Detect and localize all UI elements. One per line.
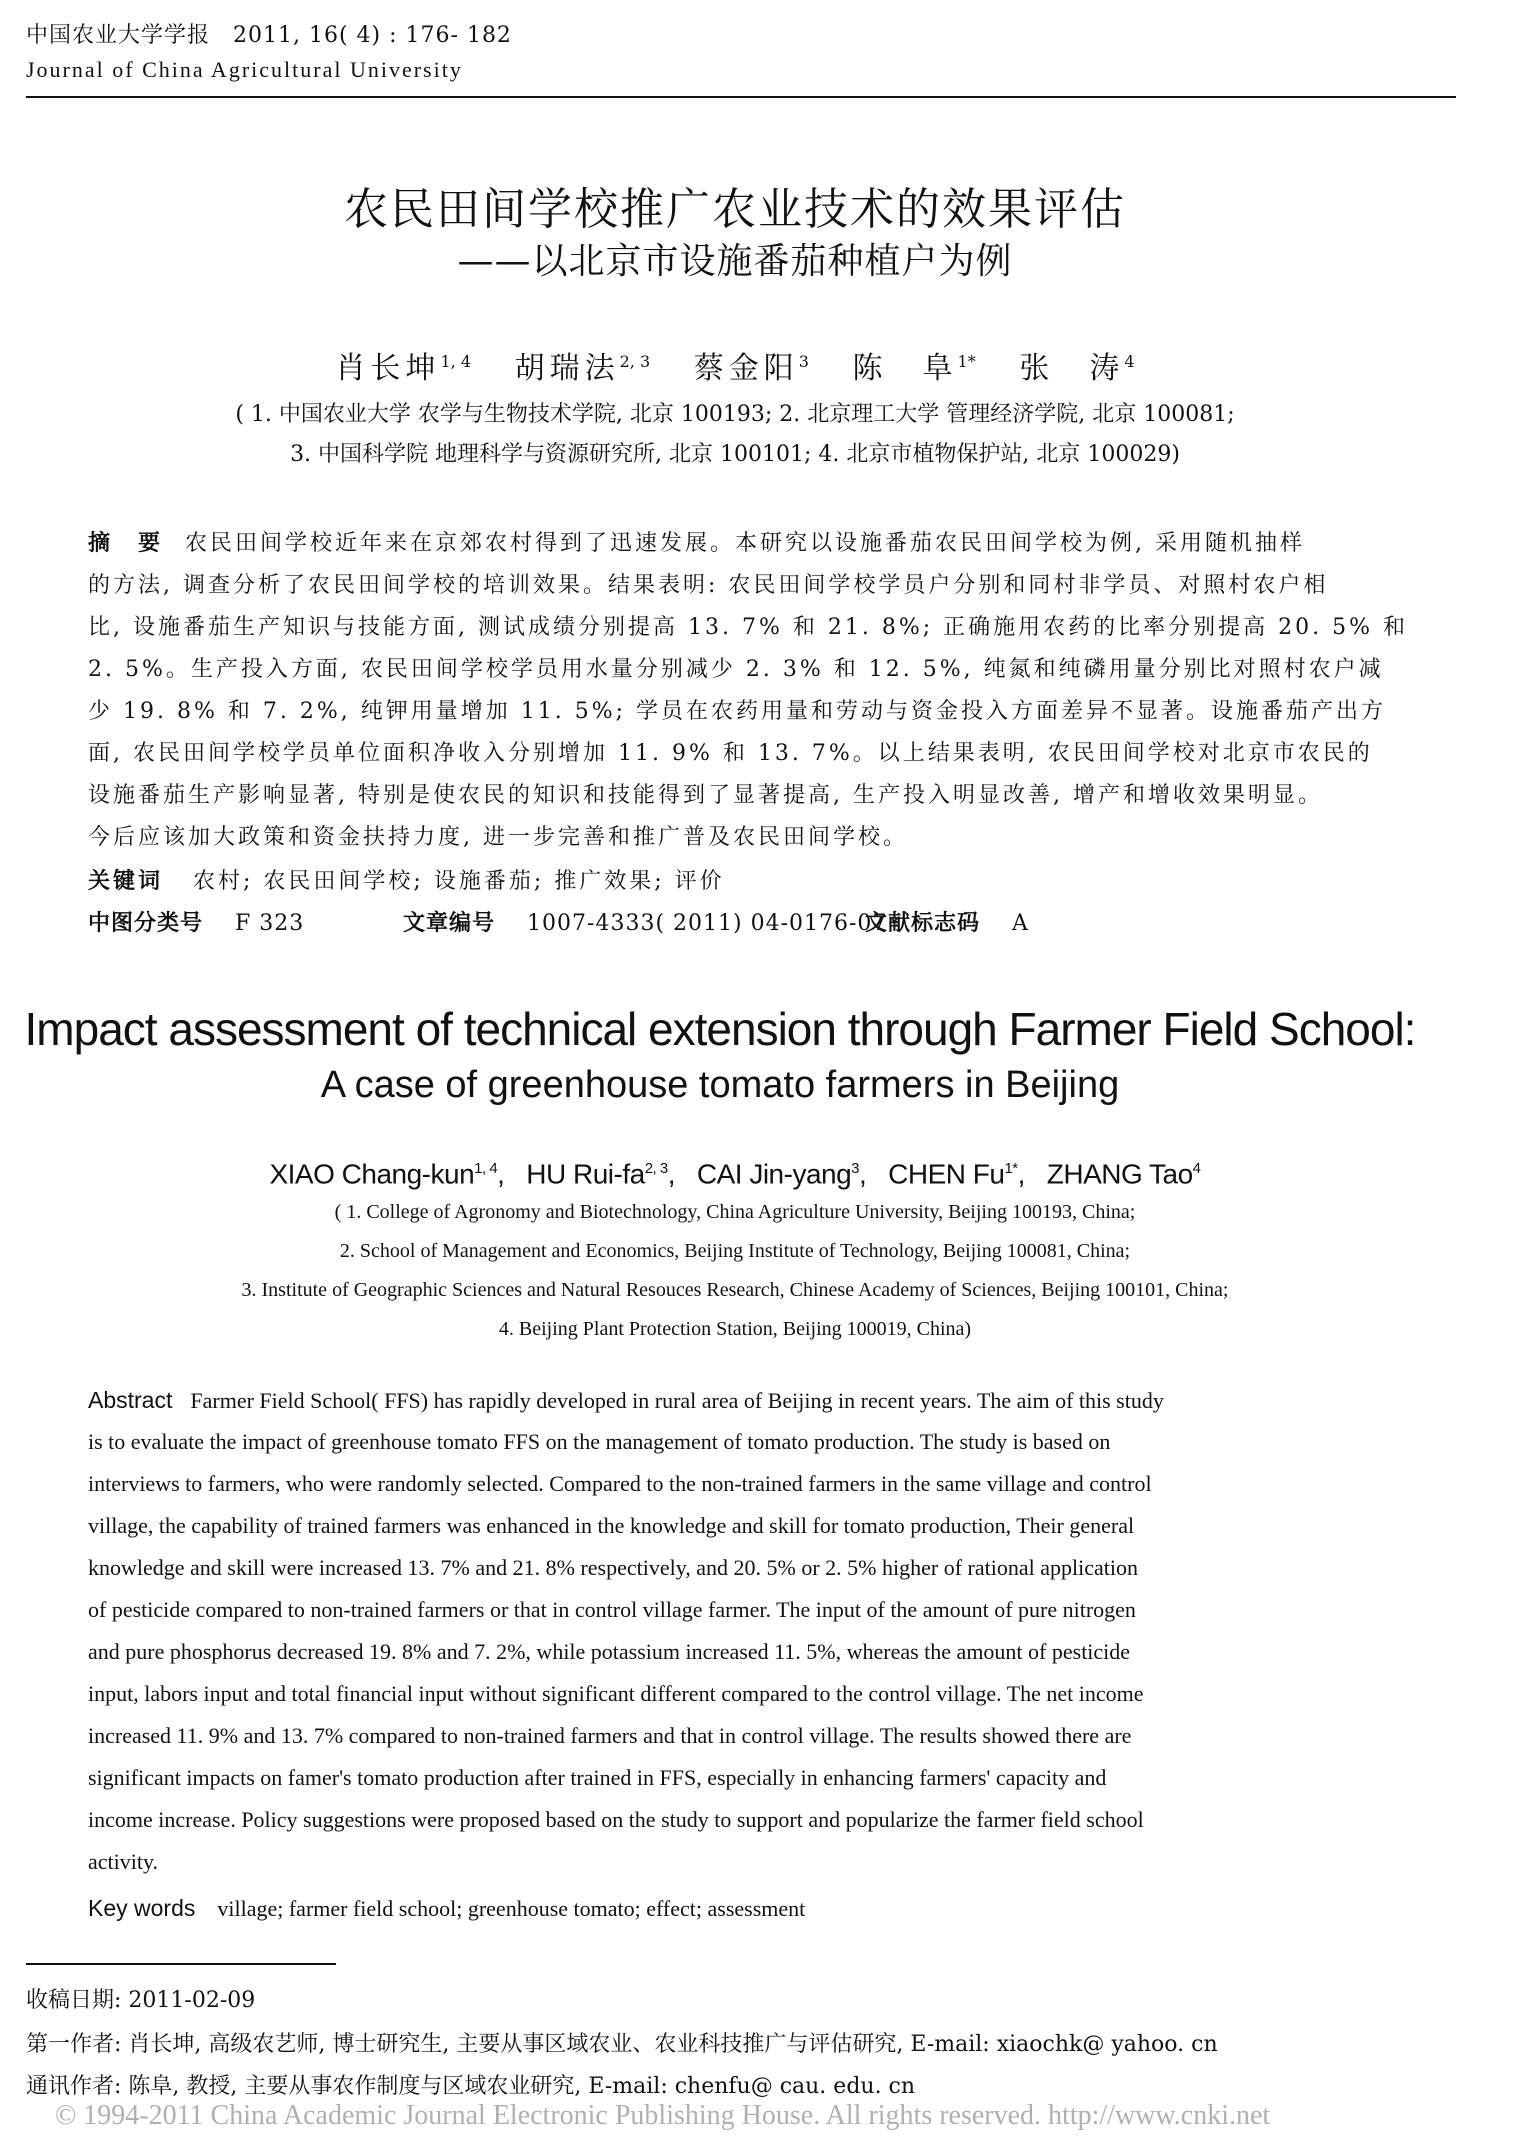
author-cn-sup: 4 <box>1124 352 1135 371</box>
article-number-value: 1007-4333( 2011) 04-0176-07 <box>527 911 888 936</box>
author-cn-sup: 3 <box>798 352 809 371</box>
abstract-en-line: knowledge and skill were increased 13. 7% and 21. 8% respectively, and 20. 5% or 2. 5% higher of rational application <box>88 1555 1138 1580</box>
affiliation-en-line: 3. Institute of Geographic Sciences and Natural Resouces Research, Chinese Academy of Sciences, Beijing 100101, China; <box>241 1279 1229 1301</box>
author-cn-sup: 2, 3 <box>619 352 651 371</box>
footnote-first-author: 第一作者: 肖长坤, 高级农艺师, 博士研究生, 主要从事区域农业、农业科技推广与评估研究, E-mail: xiaochk@ yahoo. cn <box>26 2032 1218 2057</box>
author-en: CAI Jin-yang <box>696 1158 852 1190</box>
abstract-en-line: and pure phosphorus decreased 19. 8% and 7. 2%, while potassium increased 11. 5%, whereas the amount of pesticide <box>88 1639 1131 1664</box>
abstract-cn-line: 比, 设施番茄生产知识与技能方面, 测试成绩分别提高 13. 7% 和 21. 8%; 正确施用农药的比率分别提高 20. 5% 和 <box>88 615 1408 640</box>
abstract-en <box>88 1386 1392 1886</box>
abstract-en-line: of pesticide compared to non-trained farmers or that in control village farmer. The input of the amount of pure nitrogen <box>88 1597 1136 1622</box>
abstract-en-line: increased 11. 9% and 13. 7% compared to non-trained farmers and that in control village. The results showed there are <box>88 1723 1132 1748</box>
abstract-cn-line: 农民田间学校近年来在京郊农村得到了迅速发展。本研究以设施番茄农民田间学校为例, 采用随机抽样 <box>185 531 1306 556</box>
authors-en: XIAO Chang-kun$^{1, 4}$, HU Rui-fa$^{2, 3}$, CAI Jin-yang$^3$, CHEN $Fu^{1*}$, ZHANG Tao$^4$ <box>269 1158 1201 1190</box>
author-en-sup: 4 <box>1192 1160 1201 1177</box>
abstract-en-line: activity. <box>88 1849 159 1874</box>
author-en: XIAO Chang-kun <box>269 1158 475 1190</box>
title-en: Impact assessment of technical extension through Farmer Field School: <box>24 1003 1416 1055</box>
footnote-received: 收稿日期: 2011-02-09 <box>26 1988 256 2013</box>
subtitle-cn: ——以北京市设施番茄种植户为例 <box>457 241 1013 282</box>
title-cn: 农民田间学校推广农业技术的效果评估 <box>344 184 1126 235</box>
abstract-en-line: interviews to farmers, who were randomly selected. Compared to the non-trained farmers in the same village and control <box>88 1471 1152 1496</box>
abstract-en-line: village, the capability of trained farmers was enhanced in the knowledge and skill for tomato production, Their general <box>88 1513 1135 1538</box>
footnote-corresponding-author: 通讯作者: 陈阜, 教授, 主要从事农作制度与区域农业研究, E-mail: chenfu@ cau. edu. cn <box>26 2074 916 2099</box>
author-cn: 蔡金阳 <box>693 351 799 386</box>
abstract-cn-line: 今后应该加大政策和资金扶持力度, 进一步完善和推广普及农民田间学校。 <box>88 825 908 850</box>
doc-code-value: A <box>1012 911 1029 936</box>
author-en-sup: 3 <box>851 1160 860 1177</box>
author-en: CHEN Fu <box>888 1158 1005 1190</box>
abstract-en-line: significant impacts on famer's tomato production after trained in FFS, especially in enhancing farmers' capacity and <box>88 1765 1107 1790</box>
abstract-en-line: income increase. Policy suggestions were proposed based on the study to support and popularize the farmer field school <box>88 1807 1144 1832</box>
abstract-en-label: Abstract <box>88 1387 173 1413</box>
classification-cn <box>88 910 1388 942</box>
author-en-sup: 2, 3 <box>644 1160 668 1177</box>
abstract-cn-line: 的方法, 调查分析了农民田间学校的培训效果。结果表明: 农民田间学校学员户分别和同村非学员、对照村农户相 <box>88 573 1329 598</box>
header-rule <box>26 96 1456 98</box>
affiliation-cn-line: 3. 中国科学院 地理科学与资源研究所, 北京 100101; 4. 北京市植物保护站, 北京 100029) <box>290 442 1180 467</box>
affiliation-en-line: 2. School of Management and Economics, Beijing Institute of Technology, Beijing 100081, China; <box>339 1240 1131 1262</box>
abstract-en-line: input, labors input and total financial input without significant different compared to the control village. The net income <box>88 1681 1144 1706</box>
affiliation-en-line: ( 1. College of Agronomy and Biotechnology, China Agriculture University, Beijing 100193, China; <box>334 1201 1136 1223</box>
author-cn-sup: 1* <box>957 352 976 371</box>
keywords-en <box>88 1894 1392 1926</box>
abstract-cn <box>88 530 1408 860</box>
journal-header-cn: 中国农业大学学报 2011, 16( 4) : 176- 182 <box>26 23 512 48</box>
author-cn: 胡瑞法 <box>514 351 620 386</box>
author-en: HU Rui-fa <box>526 1158 645 1190</box>
abstract-cn-label: 摘 要 <box>88 531 164 556</box>
author-cn: 张 涛 <box>1019 351 1125 386</box>
keywords-en-text: village; farmer field school; greenhouse tomato; effect; assessment <box>217 1896 806 1921</box>
abstract-cn-line: 少 19. 8% 和 7. 2%, 纯钾用量增加 11. 5%; 学员在农药用量和劳动与资金投入方面差异不显著。设施番茄产出方 <box>88 699 1387 724</box>
author-en: ZHANG Tao <box>1046 1158 1193 1190</box>
author-en-sup: 1, 4 <box>474 1160 498 1177</box>
doc-code-label: 文献标志码 <box>865 911 981 936</box>
keywords-en-label: Key words <box>88 1895 196 1921</box>
abstract-cn-line: 面, 农民田间学校学员单位面积净收入分别增加 11. 9% 和 13. 7%。以上结果表明, 农民田间学校对北京市农民的 <box>88 741 1373 766</box>
abstract-en-line: Farmer Field School( FFS) has rapidly developed in rural area of Beijing in recent years. The aim of this study <box>190 1388 1164 1413</box>
article-number-label: 文章编号 <box>403 911 496 936</box>
footnote-rule <box>26 1963 336 1965</box>
author-cn-sup: 1, 4 <box>440 352 471 371</box>
author-cn: 肖长坤 <box>335 351 441 386</box>
clc-label: 中图分类号 <box>88 911 204 936</box>
abstract-en-line: is to evaluate the impact of greenhouse tomato FFS on the management of tomato production. The study is based on <box>88 1429 1111 1454</box>
keywords-cn <box>88 868 1388 900</box>
keywords-cn-label: 关键词 <box>88 869 164 894</box>
abstract-cn-line: 设施番茄生产影响显著, 特别是使农民的知识和技能得到了显著提高, 生产投入明显改善, 增产和增收效果明显。 <box>88 783 1323 808</box>
copyright-notice: © 1994-2011 China Academic Journal Electronic Publishing House. All rights reserved. http://www.cnki.net <box>55 2100 1271 2131</box>
keywords-cn-text: 农村; 农民田间学校; 设施番茄; 推广效果; 评价 <box>193 869 725 894</box>
abstract-cn-line: 2. 5%。生产投入方面, 农民田间学校学员用水量分别减少 2. 3% 和 12. 5%, 纯氮和纯磷用量分别比对照村农户减 <box>88 657 1384 682</box>
affiliation-cn-line: ( 1. 中国农业大学 农学与生物技术学院, 北京 100193; 2. 北京理工大学 管理经济学院, 北京 100081; <box>235 402 1235 427</box>
author-en-sup: 1* <box>1004 1160 1018 1177</box>
journal-header-en: Journal of China Agricultural University <box>26 57 463 82</box>
affiliation-en-line: 4. Beijing Plant Protection Station, Beijing 100019, China) <box>498 1318 972 1340</box>
subtitle-en: A case of greenhouse tomato farmers in Beijing <box>320 1064 1120 1106</box>
clc-value: F 323 <box>235 911 305 936</box>
author-cn: 陈 阜 <box>852 351 958 386</box>
authors-cn <box>0 342 1470 389</box>
